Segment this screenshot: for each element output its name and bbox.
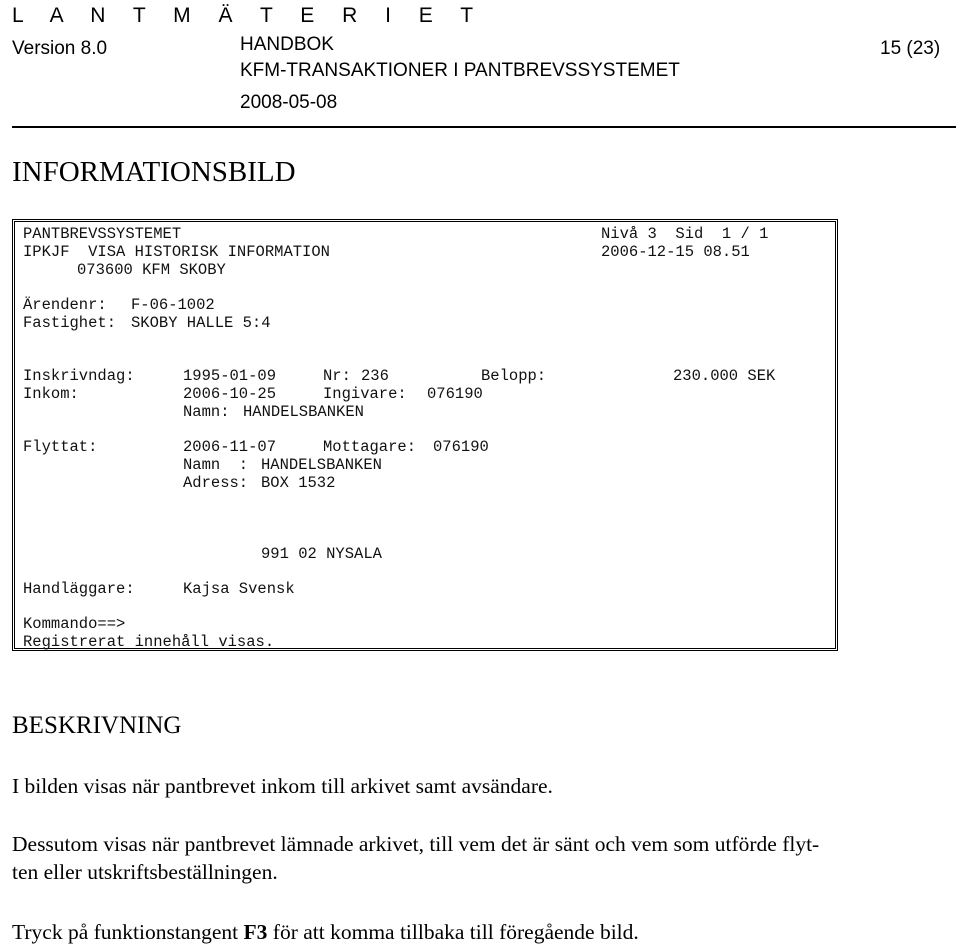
flyttat-label: Flyttat:: [23, 438, 98, 456]
section-title: INFORMATIONSBILD: [12, 156, 296, 188]
command-prompt[interactable]: Kommando==>: [23, 615, 126, 633]
timestamp: 2006-12-15 08.51: [601, 243, 750, 261]
handlaggare-label: Handläggare:: [23, 580, 135, 598]
terminal-screen: [12, 219, 838, 651]
header-divider: [12, 126, 956, 128]
mottagare-label: Mottagare:: [323, 438, 417, 456]
instruction-text-before: Tryck på funktionstangent: [12, 920, 244, 944]
inskrivndag-value: 1995-01-09: [183, 367, 277, 385]
description-paragraph-1: I bilden visas när pantbrevet inkom till arkivet samt avsändare.: [12, 774, 553, 798]
belopp-value: 230.000 SEK: [673, 367, 776, 385]
fastighet-label: Fastighet:: [23, 314, 117, 332]
namn-label: Namn:: [183, 403, 230, 421]
instruction-text-after: för att komma tillbaka till föregående bild.: [267, 920, 639, 944]
ingivare-value: 076190: [427, 385, 483, 403]
page-number: 15 (23): [880, 38, 941, 59]
inkom-value: 2006-10-25: [183, 385, 277, 403]
arendenr-label: Ärendenr:: [23, 296, 107, 314]
postal-address: 991 02 NYSALA: [261, 545, 382, 563]
status-message: Registrerat innehåll visas.: [23, 633, 275, 651]
nr-value: 236: [361, 367, 389, 385]
version-label: Version 8.0: [12, 38, 108, 59]
description-paragraph-3: [12, 918, 639, 946]
flyttat-value: 2006-11-07: [183, 438, 277, 456]
inskrivndag-label: Inskrivndag:: [23, 367, 135, 385]
organization-name: L A N T M Ä T E R I E T: [12, 4, 485, 27]
function-name: IPKJF VISA HISTORISK INFORMATION: [23, 243, 330, 261]
namn-value: HANDELSBANKEN: [243, 403, 364, 421]
recipient-namn-value: HANDELSBANKEN: [261, 456, 382, 474]
nr-label: Nr:: [323, 367, 351, 385]
adress-label: Adress:: [183, 474, 249, 492]
description-paragraph-2-line-2: ten eller utskriftsbeställningen.: [12, 860, 278, 884]
recipient-namn-label: Namn :: [183, 456, 249, 474]
handlaggare-value: Kajsa Svensk: [183, 580, 295, 598]
handbook-label: HANDBOK: [240, 34, 334, 55]
arendenr-value: F-06-1002: [131, 296, 215, 314]
inkom-label: Inkom:: [23, 385, 79, 403]
document-date: 2008-05-08: [240, 92, 338, 113]
office-name: 073600 KFM SKOBY: [77, 261, 226, 279]
level-page-indicator: Nivå 3 Sid 1 / 1: [601, 225, 769, 243]
fastighet-value: SKOBY HALLE 5:4: [131, 314, 271, 332]
function-key-f3: F3: [243, 920, 268, 944]
mottagare-value: 076190: [433, 438, 489, 456]
ingivare-label: Ingivare:: [323, 385, 407, 403]
description-title: BESKRIVNING: [12, 712, 182, 739]
adress-value: BOX 1532: [261, 474, 336, 492]
document-subtitle: KFM-TRANSAKTIONER I PANTBREVSSYSTEMET: [240, 60, 680, 81]
description-paragraph-2-line-1: Dessutom visas när pantbrevet lämnade arkivet, till vem det är sänt och vem som utförde flyt-: [12, 832, 820, 856]
system-name: PANTBREVSSYSTEMET: [23, 225, 182, 243]
belopp-label: Belopp:: [481, 367, 547, 385]
